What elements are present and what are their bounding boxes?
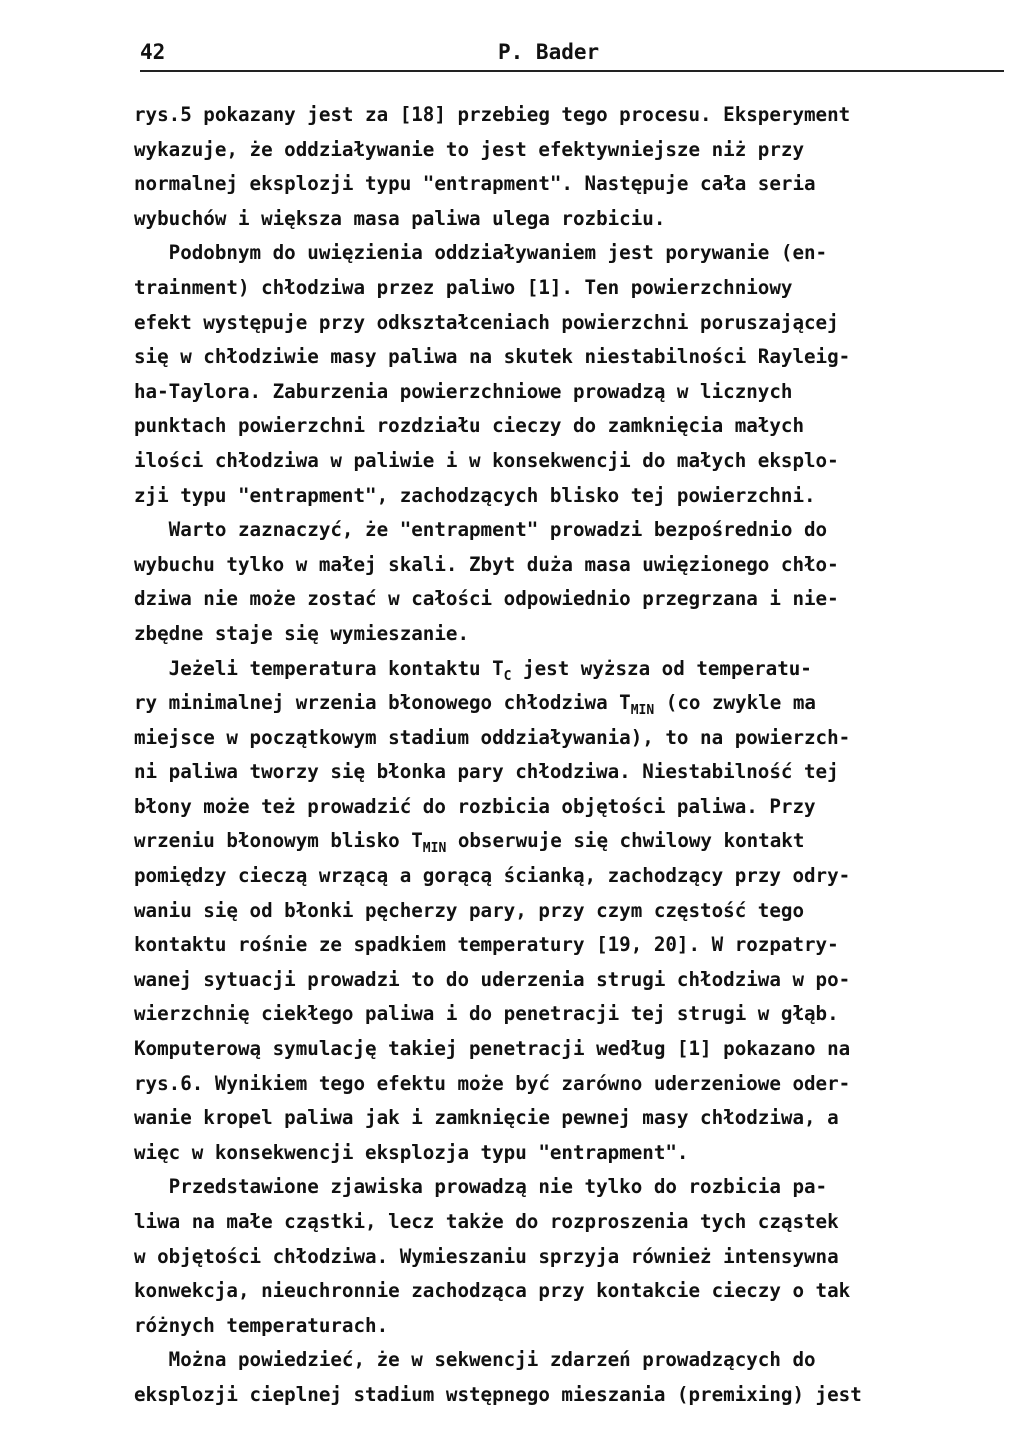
text-line: dziwa nie może zostać w całości odpowiednio przegrzana i nie-	[134, 587, 839, 611]
text-line: się w chłodziwie masy paliwa na skutek niestabilności Rayleig-	[134, 345, 851, 369]
text-line: więc w konsekwencji eksplozja typu "entrapment".	[134, 1140, 689, 1164]
line-text: wrzeniu błonowym blisko T	[134, 829, 423, 853]
text-line: różnych temperaturach.	[134, 1313, 389, 1337]
text-line: wybuchu tylko w małej skali. Zbyt duża masa uwięzionego chło-	[134, 552, 839, 576]
text-line: wybuchów i większa masa paliwa ulega rozbiciu.	[134, 206, 666, 230]
text-line: Warto zaznaczyć, że "entrapment" prowadzi bezpośrednio do	[134, 518, 828, 542]
line-text: Jeżeli temperatura kontaktu T	[134, 656, 504, 680]
text-line: eksplozji cieplnej stadium wstępnego mieszania (premixing) jest	[134, 1382, 862, 1406]
page-number: 42	[140, 40, 166, 64]
line-text-tail: (co zwykle ma	[654, 691, 816, 715]
text-line: w objętości chłodziwa. Wymieszaniu sprzyja również intensywna	[134, 1244, 839, 1268]
text-line: miejsce w początkowym stadium oddziaływania), to na powierzch-	[134, 725, 851, 749]
text-line: wanie kropel paliwa jak i zamknięcie pewnej masy chłodziwa, a	[134, 1106, 839, 1130]
text-line: Komputerową symulację takiej penetracji według [1] pokazano na	[134, 1037, 851, 1061]
text-line: kontaktu rośnie ze spadkiem temperatury [19, 20]. W rozpatry-	[134, 933, 839, 957]
text-line-with-subscript	[134, 686, 1004, 721]
text-line: Można powiedzieć, że w sekwencji zdarzeń prowadzących do	[134, 1348, 816, 1372]
text-line: ilości chłodziwa w paliwie i w konsekwencji do małych eksplo-	[134, 448, 839, 472]
text-line: wierzchnię ciekłego paliwa i do penetracji tej strugi w głąb.	[134, 1002, 839, 1026]
text-line: efekt występuje przy odkształceniach powierzchni poruszającej	[134, 310, 839, 334]
text-line: rys.6. Wynikiem tego efektu może być zarówno uderzeniowe oder-	[134, 1071, 851, 1095]
subscript: MIN	[630, 703, 655, 719]
text-line-with-subscript	[134, 824, 1004, 859]
text-line: rys.5 pokazany jest za [18] przebieg tego procesu. Eksperyment	[134, 103, 851, 126]
text-line: Podobnym do uwięzienia oddziaływaniem jest porywanie (en-	[134, 241, 828, 265]
running-head: P. Bader	[498, 40, 600, 64]
body-text	[134, 98, 1004, 1413]
subscript: MIN	[422, 841, 447, 857]
text-line: konwekcja, nieuchronnie zachodząca przy kontakcie cieczy o tak	[134, 1279, 851, 1303]
text-line: trainment) chłodziwa przez paliwo [1]. Ten powierzchniowy	[134, 275, 793, 299]
text-line: normalnej eksplozji typu "entrapment". Następuje cała seria	[134, 172, 816, 196]
text-line: zji typu "entrapment", zachodzących blisko tej powierzchni.	[134, 483, 816, 507]
text-line: liwa na małe cząstki, lecz także do rozproszenia tych cząstek	[134, 1210, 839, 1233]
text-line: punktach powierzchni rozdziału cieczy do zamknięcia małych	[134, 414, 805, 438]
subscript: C	[503, 668, 512, 684]
page-header	[140, 38, 1004, 72]
text-line: błony może też prowadzić do rozbicia objętości paliwa. Przy	[134, 794, 816, 818]
line-text: ry minimalnej wrzenia błonowego chłodziwa T	[134, 691, 631, 715]
line-text-tail: jest wyższa od temperatu-	[511, 656, 812, 680]
text-line: Przedstawione zjawiska prowadzą nie tylko do rozbicia pa-	[134, 1175, 828, 1199]
text-line: zbędne staje się wymieszanie.	[134, 621, 470, 645]
text-line-with-subscript	[134, 652, 1004, 687]
text-line: ha-Taylora. Zaburzenia powierzchniowe prowadzą w licznych	[134, 379, 793, 403]
text-line: wanej sytuacji prowadzi to do uderzenia strugi chłodziwa w po-	[134, 967, 851, 991]
line-text-tail: obserwuje się chwilowy kontakt	[446, 829, 805, 853]
text-line: waniu się od błonki pęcherzy pary, przy czym częstość tego	[134, 898, 805, 922]
text-line: pomiędzy cieczą wrzącą a gorącą ścianką, zachodzący przy odry-	[134, 864, 851, 888]
text-line: wykazuje, że oddziaływanie to jest efektywniejsze niż przy	[134, 137, 805, 161]
text-line: ni paliwa tworzy się błonka pary chłodziwa. Niestabilność tej	[134, 760, 839, 784]
